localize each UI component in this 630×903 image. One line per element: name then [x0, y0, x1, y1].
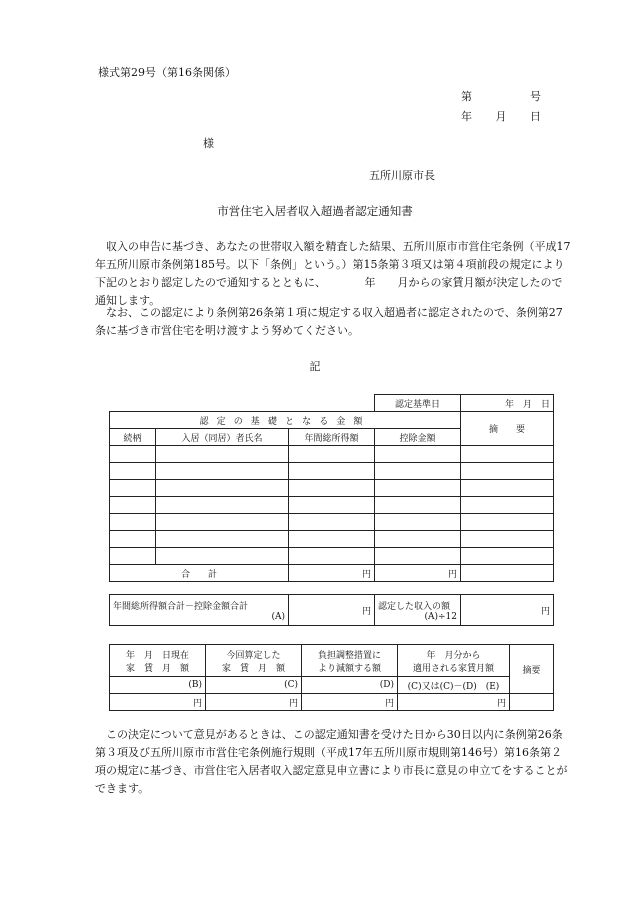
- issue-day: 日: [530, 110, 541, 123]
- col3-line2: より減額する額: [317, 663, 381, 674]
- total-income[interactable]: [289, 565, 375, 582]
- formula-cell: [110, 595, 289, 626]
- formula-label: 年間総所得額合計－控除金額合計: [113, 601, 249, 612]
- footer-text: この決定について意見があるときは、この認定通知書を受けた日から30日以内に条例第26条第３項及び五所川原市市営住宅条例施行規則（平成17年五所川原市規則第146号）第16条第２項の規定に基づき、市営住宅入居者収入認定意見申立書により市長に意見の申立てをすることができます。: [95, 728, 568, 795]
- value-e[interactable]: [398, 694, 510, 711]
- rent-table: [109, 644, 554, 711]
- yen-unit: 円: [362, 569, 372, 580]
- col4-line1: 年 月分から: [426, 650, 481, 661]
- addressee: 様: [203, 137, 214, 150]
- col-relation: 続柄: [110, 429, 156, 446]
- col-current-rent: [110, 645, 206, 677]
- col3-line1: 負担調整措置に: [317, 650, 381, 661]
- cert-day: 日: [541, 399, 551, 410]
- total-label: 合 計: [110, 565, 289, 582]
- cert-month: 月: [523, 399, 533, 410]
- total-deduction[interactable]: [375, 565, 461, 582]
- issue-month: 月: [495, 110, 507, 123]
- tag-c: (C): [206, 677, 302, 694]
- sender: 五所川原市長: [369, 169, 435, 182]
- issue-date: [461, 108, 541, 124]
- col-reduction: [302, 645, 398, 677]
- table-row: [110, 531, 554, 548]
- tag-d: (D): [302, 677, 398, 694]
- table-row: [110, 463, 554, 480]
- yen-unit: 円: [192, 698, 202, 709]
- body-paragraph-1: [95, 238, 572, 310]
- col1-line2: 家 賃 月 額: [125, 663, 189, 674]
- document-number: [461, 88, 541, 104]
- yen-unit: 円: [540, 606, 550, 617]
- col-name: 入居（同居）者氏名: [156, 429, 289, 446]
- para2-text: なお、この認定により条例第26条第１項に規定する収入超過者に認定されたので、条例第27条に基づき市営住宅を明け渡すよう努めてください。: [95, 306, 563, 337]
- cert-year: 年: [504, 399, 514, 410]
- tag-b: (B): [110, 677, 206, 694]
- value-b[interactable]: [110, 694, 206, 711]
- remarks-header: 摘 要: [461, 412, 554, 446]
- cert-income-label: 認定した収入の額: [378, 601, 451, 612]
- issue-year: 年: [461, 110, 472, 123]
- cert-date-label: 認定基準日: [375, 395, 461, 412]
- ki-heading: 記: [309, 360, 321, 373]
- table-row: [110, 446, 554, 463]
- yen-unit: 円: [361, 606, 371, 617]
- yen-unit: 円: [448, 569, 458, 580]
- cert-date-value: [461, 395, 554, 412]
- formula-value[interactable]: [289, 595, 375, 626]
- yen-unit: 円: [496, 698, 506, 709]
- number-prefix: 第: [461, 90, 472, 103]
- form-number: 様式第29号（第16条関係）: [98, 66, 236, 79]
- col-income: 年間総所得額: [289, 429, 375, 446]
- basis-amount-table: [109, 394, 554, 582]
- cert-income-cell: [375, 595, 461, 626]
- tag-e: (C)又は(C)－(D) (E): [398, 677, 510, 694]
- formula-tag: (A): [271, 611, 285, 622]
- yen-unit: 円: [288, 698, 298, 709]
- footer-note: [95, 726, 572, 798]
- total-row: [110, 565, 554, 582]
- table-row: [110, 548, 554, 565]
- body-paragraph-2: [95, 304, 572, 340]
- col2-line1: 今回算定した: [226, 650, 281, 661]
- cert-income-formula: (A)÷12: [424, 611, 457, 622]
- value-d[interactable]: [302, 694, 398, 711]
- value-remarks[interactable]: [510, 694, 554, 711]
- basis-header: 認定の基礎となる金額: [110, 412, 461, 429]
- income-calc-table: [109, 594, 554, 626]
- table-row: [110, 514, 554, 531]
- yen-unit: 円: [384, 698, 394, 709]
- col-remarks: 摘要: [510, 645, 554, 694]
- col-deduction: 控除金額: [375, 429, 461, 446]
- number-suffix: 号: [530, 90, 541, 103]
- para1-text: 収入の申告に基づき、あなたの世帯収入額を精査した結果、五所川原市市営住宅条例（平成17年五所川原市条例第185号。以下「条例」という。）第15条第３項又は第４項前段の規定により下記のとおり認定したので通知するとともに、 年 月からの家賃月額が決定したので通知します。: [95, 240, 571, 307]
- col2-line2: 家 賃 月 額: [221, 663, 285, 674]
- cert-income-value[interactable]: [461, 595, 554, 626]
- value-c[interactable]: [206, 694, 302, 711]
- table-row: [110, 497, 554, 514]
- col4-line2: 適用される家賃月額: [412, 663, 494, 674]
- document-title: 市営住宅入居者収入超過者認定通知書: [217, 204, 413, 218]
- col-calculated-rent: [206, 645, 302, 677]
- col1-line1: 年 月 日現在: [125, 650, 189, 661]
- table-row: [110, 480, 554, 497]
- col-applied-rent: [398, 645, 510, 677]
